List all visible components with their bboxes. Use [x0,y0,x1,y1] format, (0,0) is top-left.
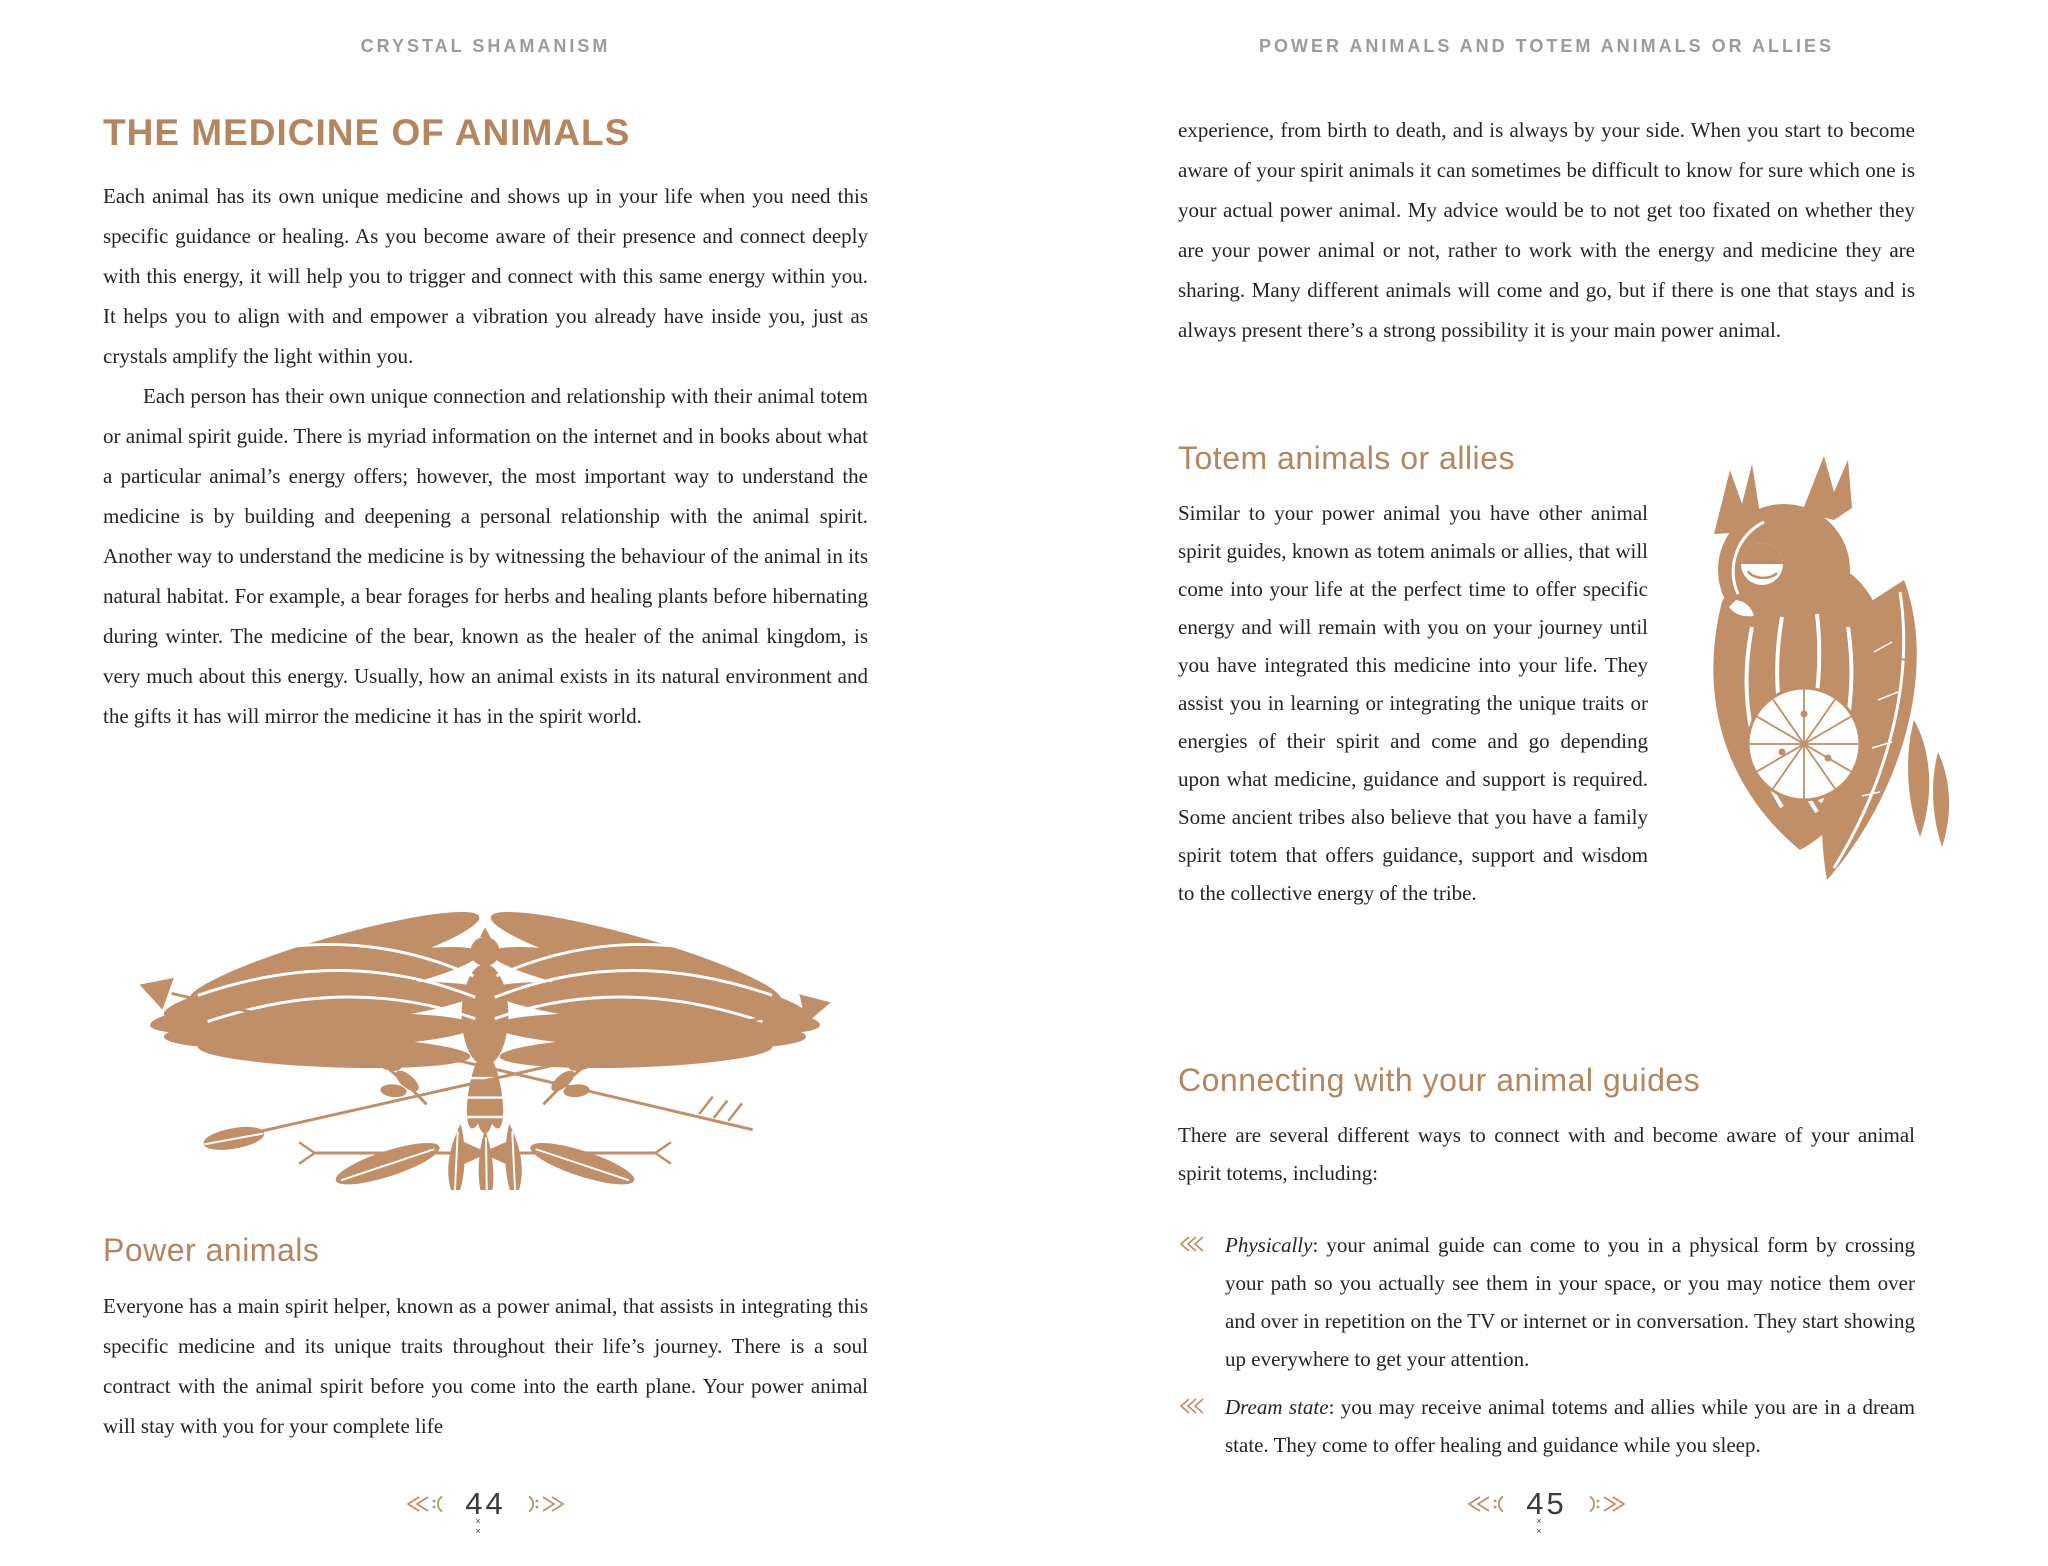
bullet-lead: Physically [1225,1233,1313,1257]
bullet-lead: Dream state [1225,1395,1329,1419]
power-animals-text [103,1286,868,1446]
owl-dreamcatcher-illustration [1652,452,1987,887]
paragraph: Similar to your power animal you have other animal spirit guides, known as totem animals or allies, that will come into your life at the perfect time to offer specific energy and will remain with you on your journey until you have integrated this medicine into your life. They assist you in learning or integrating the unique traits or energies of their spirit and come and go depending upon what medicine, guidance and support is required. Some ancient tribes also believe that you have a family spirit totem that offers guidance, support and wisdom to the collective energy of the tribe. [1178,501,1648,905]
left-body-text [103,176,868,736]
footer-left-ornament-icon [1464,1493,1512,1515]
list-item [1178,1226,1915,1378]
bullet-text: : your animal guide can come to you in a physical form by crossing your path so you actually see them in your space, or you may notice them over and over in repetition on the TV or internet or in conversation. They start showing up everywhere to get your attention. [1225,1233,1915,1371]
footer-right-ornament-icon [520,1493,568,1515]
subheading-connecting: Connecting with your animal guides [1178,1062,1701,1098]
list-item [1178,1388,1915,1464]
connecting-intro-text [1178,1116,1915,1192]
subheading-totem-animals: Totem animals or allies [1178,440,1515,476]
paragraph: Each animal has its own unique medicine and shows up in your life when you need this specific guidance or healing. As you become aware of their presence and connect deeply with this energy, it will help you to trigger and connect with this same energy within you. It helps you to align with and empower a vibration you already have inside you, just as crystals amplify the light within you. [103,184,868,368]
paragraph: There are several different ways to connect with and become aware of your animal spirit totems, including: [1178,1123,1915,1185]
totem-animals-text [1178,494,1648,912]
connecting-bullet-list [1178,1226,1915,1474]
page-number: 44 × × [465,1486,505,1522]
running-head-left: CRYSTAL SHAMANISM [360,36,611,56]
page-right [1024,0,2048,1566]
feather-fletching-bullet-icon [1178,1235,1206,1253]
bullet-text: : you may receive animal totems and allies while you are in a dream state. They come to offer healing and guidance while you sleep. [1225,1395,1916,1457]
footer-right-page [1178,1486,1915,1522]
footer-left-page [103,1486,868,1522]
page-number: 45 × × [1526,1486,1566,1522]
paragraph: Each person has their own unique connection and relationship with their animal totem or animal spirit guide. There is myriad information on the internet and in books about what a particular animal’s energy offers; however, the most important way to understand the medicine is by building and deepening a personal relationship with the animal spirit. Another way to understand the medicine is by witnessing the behaviour of the animal in its natural habitat. For example, a bear forages for herbs and healing plants before hibernating during winter. The medicine of the bear, known as the healer of the animal kingdom, is very much about this energy. Usually, how an animal exists in its natural environment and the gifts it has will mirror the medicine it has in the spirit world. [103,384,868,728]
subheading-power-animals: Power animals [103,1232,320,1268]
paragraph: Everyone has a main spirit helper, known as a power animal, that assists in integrating this specific medicine and its unique traits throughout their life’s journey. There is a soul contract with the animal spirit before you come into the earth plane. Your power animal will stay with you for your complete life [103,1294,868,1438]
footer-left-ornament-icon [403,1493,451,1515]
right-body-text-top [1178,110,1915,350]
feather-fletching-bullet-icon [1178,1397,1206,1415]
page-title: THE MEDICINE OF ANIMALS [103,112,631,153]
paragraph: experience, from birth to death, and is always by your side. When you start to become aware of your spirit animals it can sometimes be difficult to know for sure which one is your actual power animal. My advice would be to not get too fixated on whether they are your power animal or not, rather to work with the energy and medicine they are sharing. Many different animals will come and go, but if there is one that stays and is always present there’s a strong possibility it is your main power animal. [1178,118,1915,342]
hawk-arrows-illustration [115,898,855,1190]
running-head-right: POWER ANIMALS AND TOTEM ANIMALS OR ALLIES [1259,36,1834,56]
footer-right-ornament-icon [1581,1493,1629,1515]
